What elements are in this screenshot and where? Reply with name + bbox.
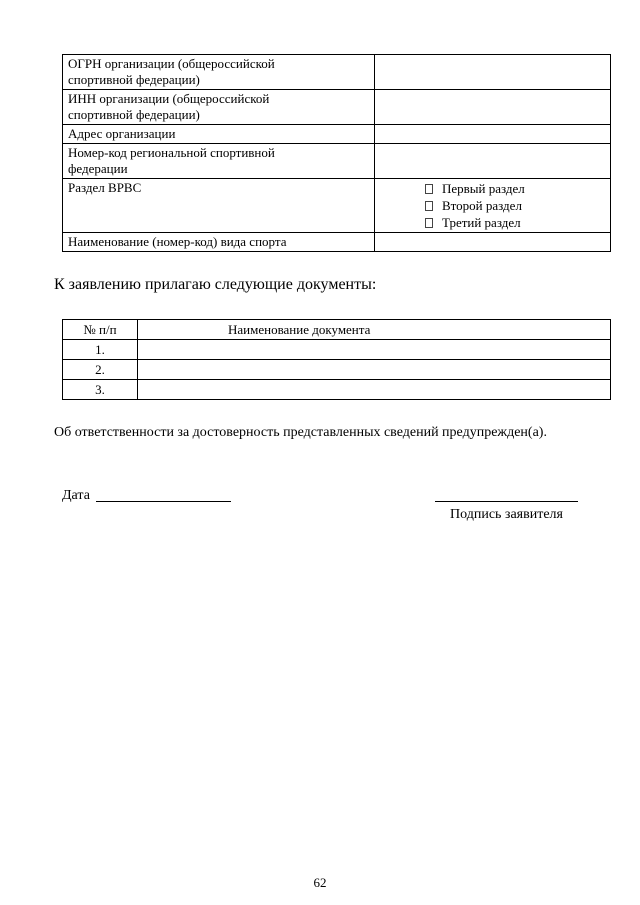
address-label: Адрес организации — [63, 125, 375, 144]
regional-code-value[interactable] — [375, 144, 611, 179]
checkbox-icon[interactable] — [425, 201, 433, 211]
date-field-line[interactable] — [96, 501, 231, 502]
table-row — [63, 144, 611, 179]
header-document-name: Наименование документа — [138, 320, 611, 340]
ogrn-label: ОГРН организации (общероссийской спортивной федерации) — [63, 55, 375, 90]
option-third-section[interactable]: Третий раздел — [425, 214, 605, 231]
signature-label: Подпись заявителя — [450, 507, 563, 522]
option-second-section[interactable]: Второй раздел — [425, 197, 605, 214]
signature-field-line[interactable] — [435, 501, 578, 502]
ogrn-value[interactable] — [375, 55, 611, 90]
table-row — [63, 233, 611, 252]
table-row — [63, 125, 611, 144]
checkbox-icon[interactable] — [425, 218, 433, 228]
document-name-cell[interactable] — [138, 340, 611, 360]
inn-label: ИНН организации (общероссийской спортивной федерации) — [63, 90, 375, 125]
header-number: № п/п — [63, 320, 138, 340]
row-number: 1. — [63, 340, 138, 360]
page-number: 62 — [313, 875, 327, 890]
table-row — [63, 179, 611, 233]
document-name-cell[interactable] — [138, 380, 611, 400]
document-name-cell[interactable] — [138, 360, 611, 380]
table-row — [63, 90, 611, 125]
date-label: Дата — [62, 488, 90, 503]
sport-name-value[interactable] — [375, 233, 611, 252]
table-row — [63, 380, 611, 400]
responsibility-statement: Об ответственности за достоверность представленных сведений предупрежден(а). — [54, 425, 547, 440]
sport-name-label: Наименование (номер-код) вида спорта — [63, 233, 375, 252]
address-value[interactable] — [375, 125, 611, 144]
vrvs-section-label: Раздел ВРВС — [63, 179, 375, 233]
table-row — [63, 340, 611, 360]
inn-value[interactable] — [375, 90, 611, 125]
row-number: 2. — [63, 360, 138, 380]
row-number: 3. — [63, 380, 138, 400]
table-row — [63, 55, 611, 90]
option-first-section[interactable]: Первый раздел — [425, 180, 605, 197]
checkbox-icon[interactable] — [425, 184, 433, 194]
organization-info-table — [62, 54, 611, 252]
regional-code-label: Номер-код региональной спортивной федерации — [63, 144, 375, 179]
table-header-row — [63, 320, 611, 340]
attachments-heading: К заявлению прилагаю следующие документы: — [54, 276, 377, 293]
vrvs-section-options — [375, 179, 611, 233]
table-row — [63, 360, 611, 380]
documents-table — [62, 319, 611, 400]
